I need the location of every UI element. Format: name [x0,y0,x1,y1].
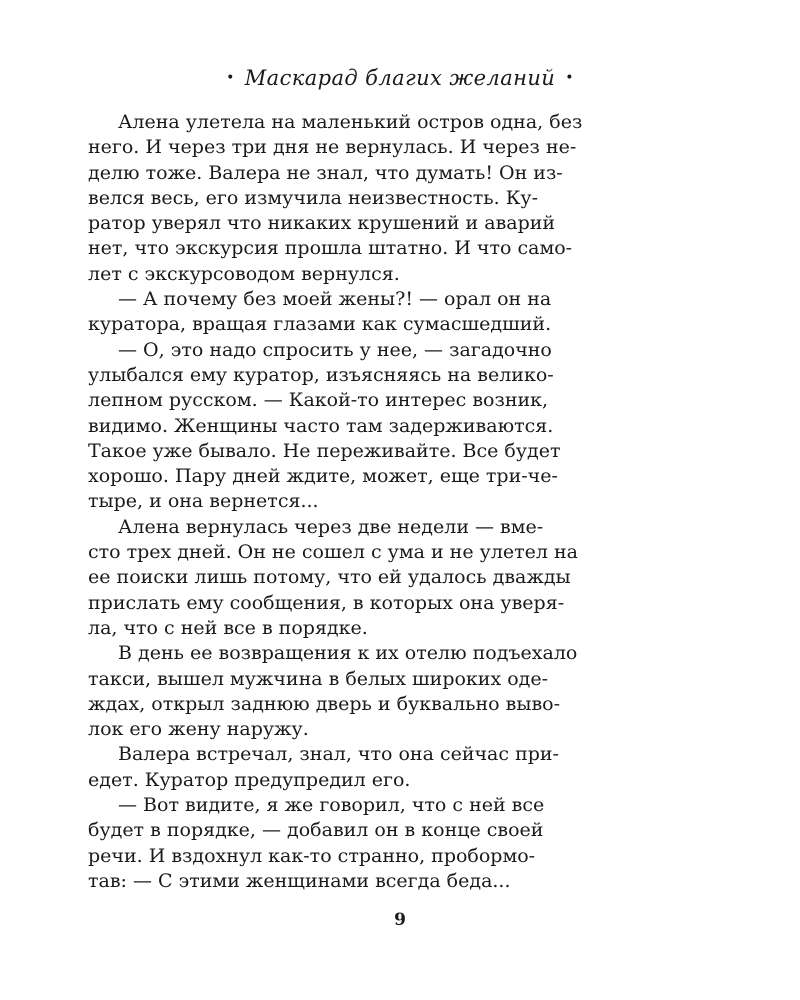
paragraph: Алена улетела на маленький остров одна, без него. И через три дня не вернулась. И через не- делю тоже. Валера не знал, что думать! Он из- велся весь, его измучила неизвестность. Ку- ратор уверял что никаких крушений и аварий нет, что экскурсия прошла штатно. И что само- лет с экскурсоводом вернулся. [88,111,583,285]
paragraph: — Вот видите, я же говорил, что с ней все будет в порядке, — добавил он в конце своей речи. И вздохнул как-то странно, пробормо- тав: — С этими женщинами всегда беда... [88,794,545,892]
paragraph: В день ее возвращения к их отелю подъехало такси, вышел мужчина в белых широких оде- ждах, открыл заднюю дверь и буквально выво- лок его жену наружу. [88,642,578,741]
running-head [0,66,800,90]
page-number: 9 [394,910,406,930]
paragraph: Валера встречал, знал, что она сейчас при- едет. Куратор предупредил его. [88,743,559,791]
paragraph: Алена вернулась через две недели — вме- сто трех дней. Он не сошел с ума и не улетел на ее поиски лишь потому, что ей удалось дважды прислать ему сообщения, в которых она уверя- ла, что с ней все в порядке. [88,515,578,639]
bullet-left-icon: • [226,70,235,86]
bullet-right-icon: • [565,70,574,86]
book-title: Маскарад благих желаний [244,66,556,90]
paragraph: — О, это надо спросить у нее, — загадочно улыбался ему куратор, изъясняясь на велико- лепном русском. — Какой-то интерес возник, видимо. Женщины часто там задерживаются. Такое уже бывало. Не переживайте. Все будет хорошо. Пару дней ждите, может, еще три-че- тыре, и она вернется... [88,338,561,513]
text-body [88,110,667,894]
paragraph: — А почему без моей жены?! — орал он на куратора, вращая глазами как сумасшедший. [88,288,552,336]
